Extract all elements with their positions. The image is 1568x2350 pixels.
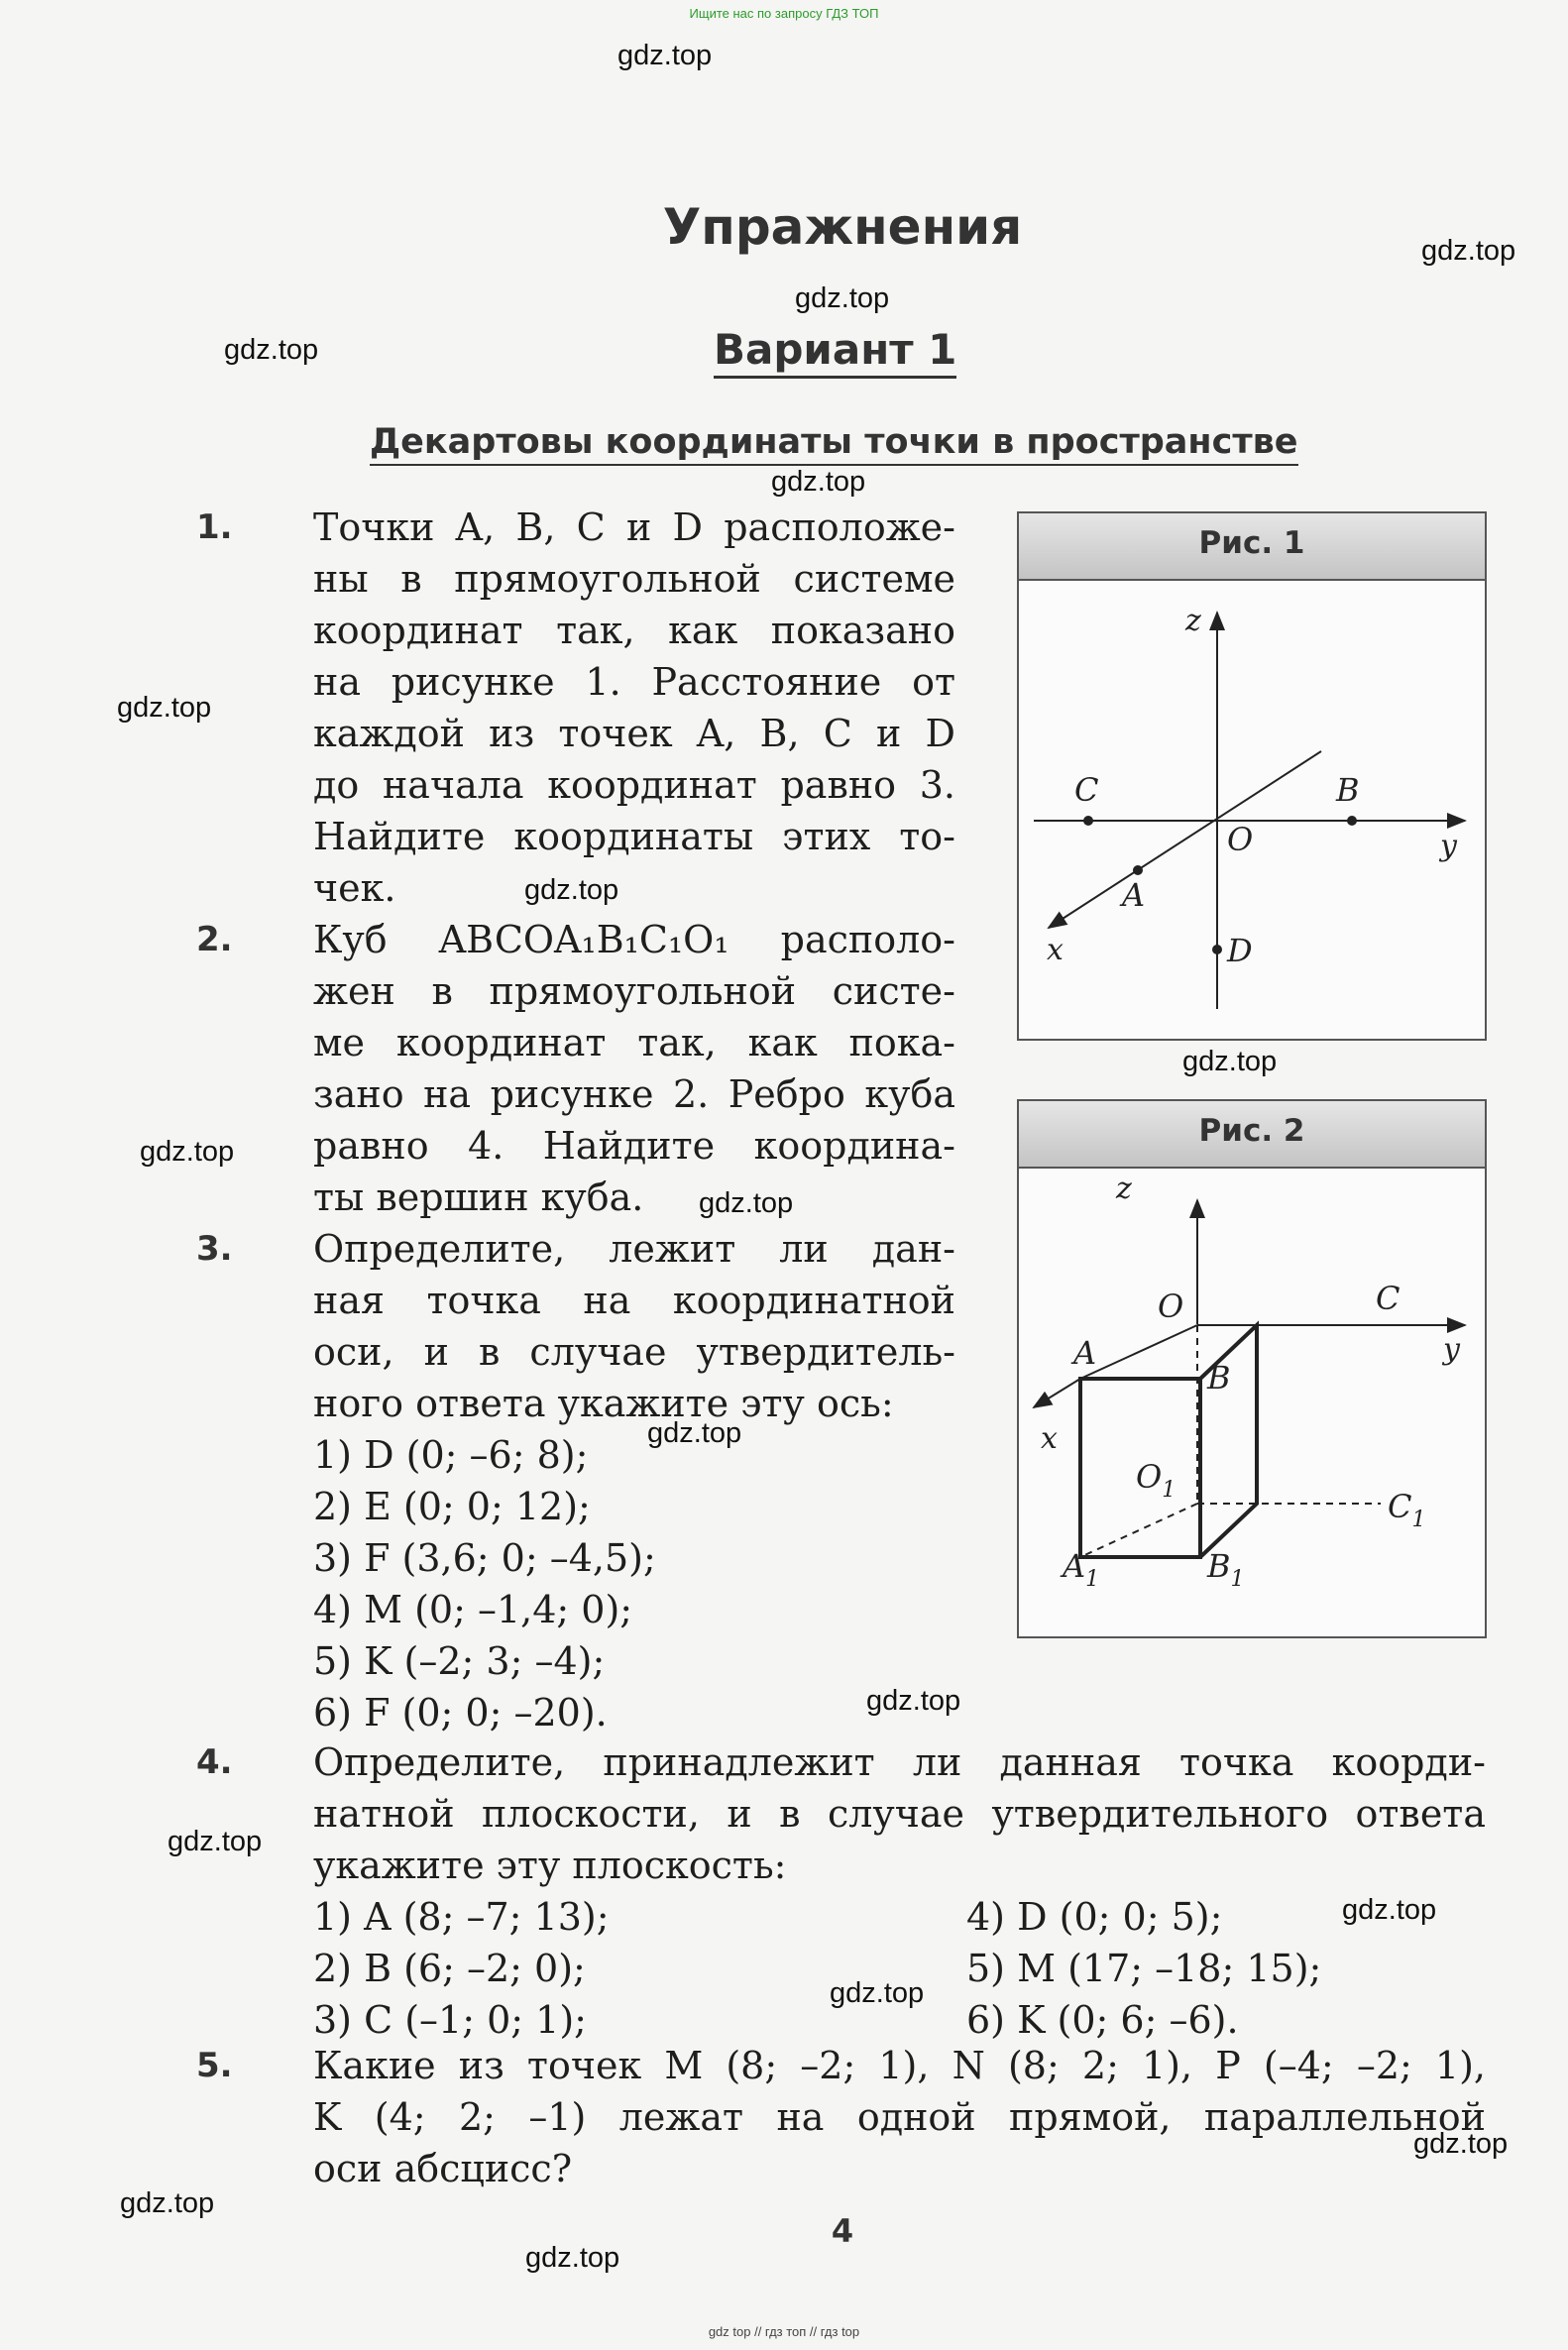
exercise-2-number: 2. [196,920,233,959]
exercise-2-line: Куб ABCOA₁B₁C₁O₁ располо- [313,918,955,961]
exercise-3-item: 6) F (0; 0; –20). [313,1691,608,1735]
exercise-4-items-left [313,1891,610,2046]
variant-heading: Вариант 1 [714,325,956,379]
exercise-3-item: 3) F (3,6; 0; –4,5); [313,1536,656,1580]
exercise-4-line: Определите, принадлежит ли данная точка коорди- [313,1740,1486,1784]
exercise-2-line: ме координат так, как пока- [313,1021,955,1064]
exercise-5-line: Какие из точек M (8; –2; 1), N (8; 2; 1), P (–4; –2; 1), [313,2044,1486,2087]
exercise-1-line: каждой из точек A, B, C и D [313,712,955,755]
exercise-4-item: 2) B (6; –2; 0); [313,1947,586,1990]
watermark: gdz.top [795,282,890,314]
watermark: gdz.top [699,1187,794,1219]
watermark: gdz.top [1342,1894,1437,1926]
exercise-1-text [313,502,955,914]
figure-2-diagram [1019,1101,1485,1636]
exercise-4-item: 5) M (17; –18; 15); [966,1947,1322,1990]
point-a [1133,865,1143,875]
label-a1: $A_1$ [1063,1547,1100,1592]
watermark: gdz.top [524,874,619,906]
label-c: C [1376,1280,1400,1317]
figure-1-title: Рис. 1 [1198,525,1305,561]
exercise-2-line: ты вершин куба. [313,1175,644,1219]
label-x: x [1047,933,1064,967]
exercise-4-item: 4) D (0; 0; 5); [966,1895,1223,1939]
exercise-3-item: 2) E (0; 0; 12); [313,1485,591,1528]
figure-1-diagram [1019,513,1485,1039]
exercise-4-line: натной плоскости, и в случае утвердительного ответа [313,1792,1486,1836]
watermark: gdz.top [140,1136,235,1168]
watermark: gdz.top [1182,1046,1278,1077]
exercise-3-item: 4) M (0; –1,4; 0); [313,1588,633,1631]
exercise-4-item: 3) C (–1; 0; 1); [313,1998,587,2042]
watermark: gdz.top [168,1826,263,1857]
label-z: z [1116,1172,1132,1206]
label-c1: $C_1$ [1388,1488,1426,1532]
figure-2-title: Рис. 2 [1198,1113,1305,1149]
watermark: gdz.top [830,1977,925,2009]
exercise-1-line: координат так, как показано [313,609,955,652]
exercise-1-line: до начала координат равно 3. [313,763,955,807]
exercise-1-line: Точки A, B, C и D расположе- [313,505,955,549]
label-d: D [1227,932,1253,969]
cube-edge-o1a1 [1080,1504,1197,1557]
exercise-4-line: укажите эту плоскость: [313,1844,787,1887]
exercise-1-number: 1. [196,507,233,547]
exercise-4-number: 4. [196,1742,233,1782]
exercise-5-text [313,2040,1486,2194]
point-c [1083,816,1093,826]
watermark: gdz.top [224,334,319,366]
watermark: gdz.top [120,2187,215,2219]
page-number: 4 [831,2212,854,2250]
label-a: A [1073,1334,1097,1372]
exercise-4-item: 1) A (8; –7; 13); [313,1895,610,1939]
exercise-4-item: 6) K (0; 6; –6). [966,1998,1239,2042]
top-note: Ищите нас по запросу ГДЗ ТОП [689,6,879,21]
exercise-5-number: 5. [196,2046,233,2085]
exercise-5-line: оси абсцисс? [313,2147,573,2190]
exercise-3-text [313,1223,955,1738]
exercise-3-item: 5) K (–2; 3; –4); [313,1639,606,1683]
exercise-1-line: на рисунке 1. Расстояние от [313,660,955,704]
watermark: gdz.top [866,1685,961,1717]
exercise-4-items-right [966,1891,1321,2046]
label-o1: $O_1$ [1136,1458,1176,1503]
exercise-2-text [313,914,955,1223]
watermark: gdz.top [771,466,866,498]
figure-1 [1017,511,1487,1041]
exercise-1-line: ны в прямоугольной системе [313,557,955,601]
exercise-1-line: чек. [313,866,396,910]
label-b: B [1336,771,1360,809]
exercise-2-line: жен в прямоугольной систе- [313,969,955,1013]
label-o: O [1227,821,1254,858]
exercise-3-line: ная точка на координатной [313,1279,955,1322]
exercise-4-text [313,1736,1486,1891]
x-axis [1034,1379,1080,1407]
point-b [1347,816,1357,826]
label-b: B [1207,1359,1231,1397]
exercise-1-line: Найдите координаты этих то- [313,815,955,858]
section-heading: Декартовы координаты точки в пространстве [370,422,1298,466]
label-x: x [1041,1421,1058,1456]
label-a: A [1122,876,1146,914]
cube-edge-oa [1080,1325,1197,1379]
bottom-note: gdz top // гдз топ // гдз top [708,2324,860,2339]
label-c: C [1074,771,1099,809]
label-b1: $B_1$ [1207,1547,1245,1592]
exercise-2-line: зано на рисунке 2. Ребро куба [313,1072,955,1116]
watermark: gdz.top [617,40,713,71]
watermark: gdz.top [647,1417,742,1449]
label-y: y [1443,1332,1460,1367]
label-y: y [1440,829,1457,863]
exercise-3-line: оси, и в случае утвердитель- [313,1330,955,1374]
exercise-5-line: K (4; 2; –1) лежат на одной прямой, параллельной [313,2095,1486,2139]
figure-2 [1017,1099,1487,1638]
exercise-3-item: 1) D (0; –6; 8); [313,1433,589,1477]
watermark: gdz.top [1421,235,1516,267]
watermark: gdz.top [1413,2128,1509,2160]
watermark: gdz.top [117,692,212,724]
label-z: z [1185,604,1201,638]
exercise-3-line: ного ответа укажите эту ось: [313,1382,894,1425]
page-heading: Упражнения [662,198,1023,256]
point-d [1212,945,1222,954]
watermark: gdz.top [525,2242,620,2274]
label-o: O [1158,1287,1184,1325]
exercise-2-line: равно 4. Найдите координа- [313,1124,955,1168]
exercise-3-number: 3. [196,1229,233,1269]
exercise-3-line: Определите, лежит ли дан- [313,1227,955,1271]
